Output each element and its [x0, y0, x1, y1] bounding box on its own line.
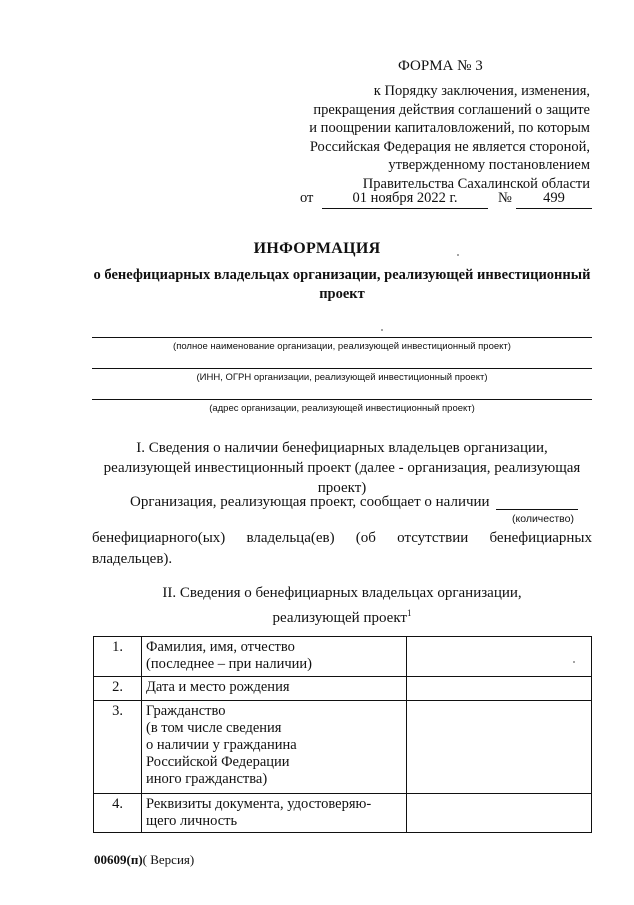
row-label-text: Реквизиты документа, удостоверяю- щего личность — [146, 796, 372, 829]
row-label — [142, 677, 407, 701]
decree-date: 01 ноября 2022 г. — [322, 190, 488, 209]
count-caption: (количество) — [512, 513, 574, 525]
section-2-heading-line2-text: реализующей проект — [272, 610, 407, 626]
approval-line: утвержденному постановлением — [388, 157, 590, 173]
row-label-text: Гражданство (в том числе сведения о наличии у гражданина Российской Федерации иного гражданства) — [146, 703, 297, 787]
address-field[interactable] — [92, 399, 592, 400]
approval-line: к Порядку заключения, изменения, — [373, 83, 590, 99]
address-caption: (адрес организации, реализующей инвестиционный проект) — [209, 403, 475, 414]
row-number: 4. — [94, 794, 142, 833]
from-label: от — [300, 190, 314, 206]
document-subtitle: о бенефициарных владельцах организации, реализующей инвестиционный проект — [93, 267, 591, 302]
row-value-cell[interactable] — [407, 677, 592, 701]
approval-line: и поощрении капиталовложений, по которым — [309, 120, 590, 136]
table-row — [94, 637, 592, 677]
beneficiary-text: бенефициарного(ых) владельца(ев) (об отсутствии бенефициарных владельцев). — [92, 530, 592, 567]
number-label: № — [498, 190, 512, 206]
row-label — [142, 637, 407, 677]
scan-speck — [381, 329, 383, 331]
table-row — [94, 677, 592, 701]
document-code — [94, 852, 194, 868]
document-title: ИНФОРМАЦИЯ — [253, 240, 381, 257]
row-label-text: Дата и место рождения — [146, 679, 290, 695]
approval-line: Правительства Сахалинской области — [362, 175, 590, 192]
inn-ogrn-caption: (ИНН, ОГРН организации, реализующей инвестиционный проект) — [196, 372, 488, 383]
decree-number: 499 — [516, 190, 592, 209]
approval-line: прекращения действия соглашений о защите — [313, 101, 590, 118]
row-label — [142, 701, 407, 794]
report-text: Организация, реализующая проект, сообщает о наличии — [130, 494, 490, 510]
row-number: 2. — [94, 677, 142, 701]
row-value-cell[interactable] — [407, 637, 592, 677]
scan-speck — [573, 661, 575, 663]
row-label — [142, 794, 407, 833]
section-1-heading: I. Сведения о наличии бенефициарных владельцев организации, реализующей инвестиционный проект (далее - организация, реализующая проект) — [103, 440, 581, 496]
row-value-cell[interactable] — [407, 701, 592, 794]
approval-reference — [270, 82, 590, 193]
form-number: ФОРМА № 3 — [398, 58, 483, 74]
row-number: 3. — [94, 701, 142, 794]
section-2-heading — [92, 583, 592, 628]
table-row — [94, 701, 592, 794]
section-2-heading-line2 — [92, 603, 592, 628]
section-2-heading-line1: II. Сведения о бенефициарных владельцах организации, — [162, 585, 522, 601]
beneficiary-table — [93, 636, 592, 833]
row-number: 1. — [94, 637, 142, 677]
inn-ogrn-field[interactable] — [92, 368, 592, 369]
decree-date-number — [300, 190, 592, 210]
row-value-cell[interactable] — [407, 794, 592, 833]
approval-line: Российская Федерация не является стороной, — [309, 138, 590, 155]
document-version: ( Версия) — [142, 852, 195, 867]
document-code-number: 00609(п) — [94, 852, 143, 867]
table-row — [94, 794, 592, 833]
full-name-field[interactable] — [92, 337, 592, 338]
row-label-text: Фамилия, имя, отчество (последнее – при наличии) — [146, 639, 312, 672]
footnote-mark: 1 — [406, 608, 412, 618]
scan-speck — [457, 254, 459, 256]
full-name-caption: (полное наименование организации, реализующей инвестиционный проект) — [173, 341, 511, 352]
count-field[interactable] — [496, 509, 578, 510]
